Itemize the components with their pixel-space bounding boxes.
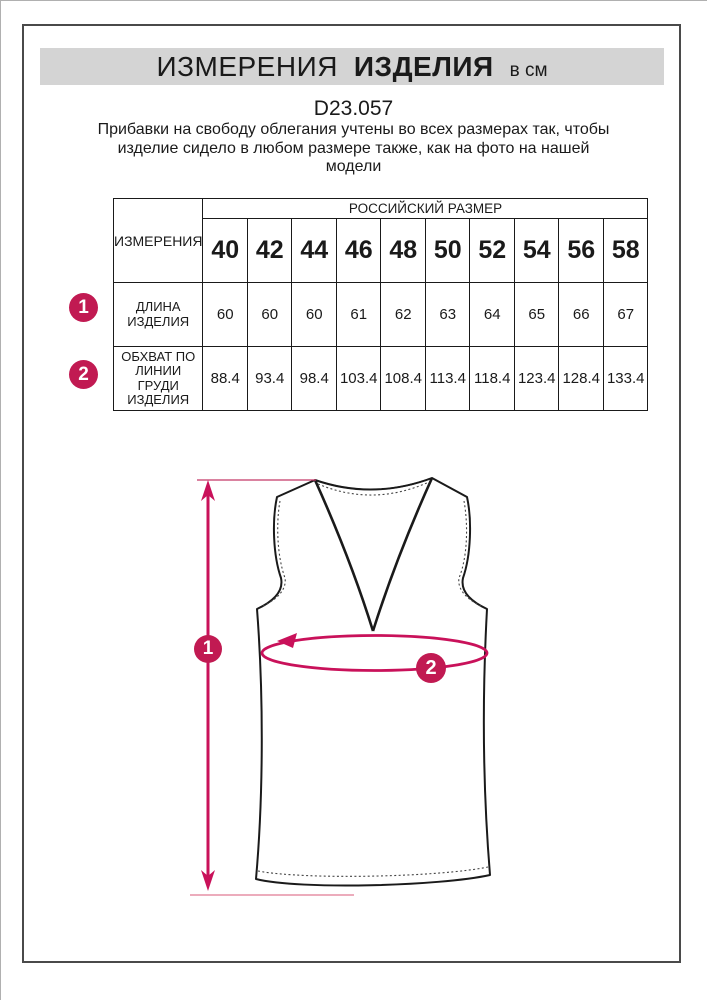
value-cell: 128.4 [559,347,604,411]
title-unit: в см [509,60,548,81]
size-cell: 44 [292,219,337,283]
row-label-line: ИЗДЕЛИЯ [127,313,190,329]
value-cell: 133.4 [603,347,648,411]
size-cell: 50 [425,219,470,283]
value-cell: 60 [292,283,337,347]
garment-outline [256,478,490,886]
row-marker-2: 2 [69,360,98,389]
value-cell: 63 [425,283,470,347]
value-cell: 66 [559,283,604,347]
size-cell: 40 [203,219,248,283]
russian-size-header-cell: РОССИЙСКИЙ РАЗМЕР [203,199,648,219]
page-title-bold: ИЗДЕЛИЯ [353,51,494,82]
row-label-line: ДЛИНА [135,299,181,314]
size-cell: 52 [470,219,515,283]
product-code: D23.057 [313,97,394,120]
row-label-line: ГРУДИ [137,377,179,393]
value-cell: 103.4 [336,347,381,411]
value-cell: 64 [470,283,515,347]
row-marker-1: 1 [69,293,98,322]
size-cell: 58 [603,219,648,283]
size-cell: 56 [559,219,604,283]
diagram-marker-chest: 2 [416,653,446,683]
value-cell: 108.4 [381,347,426,411]
value-cell: 118.4 [470,347,515,411]
description-line: изделие сидело в любом размере также, как на фото на нашей [117,139,590,157]
value-cell: 93.4 [247,347,292,411]
size-cell: 48 [381,219,426,283]
value-cell: 88.4 [203,347,248,411]
description-line: модели [325,158,382,175]
value-cell: 61 [336,283,381,347]
size-cell: 54 [514,219,559,283]
value-cell: 60 [203,283,248,347]
page-title: ИЗМЕРЕНИЯ [156,51,338,82]
diagram-marker-length: 1 [194,635,222,663]
value-cell: 60 [247,283,292,347]
row-label-line: ОБХВАТ ПО [121,348,196,364]
description-line: Прибавки на свободу облегания учтены во всех размерах так, чтобы [97,121,610,138]
value-cell: 65 [514,283,559,347]
value-cell: 62 [381,283,426,347]
size-cell: 42 [247,219,292,283]
size-cell: 46 [336,219,381,283]
value-cell: 98.4 [292,347,337,411]
value-cell: 123.4 [514,347,559,411]
measurements-header-cell: ИЗМЕРЕНИЯ [114,199,203,283]
value-cell: 67 [603,283,648,347]
value-cell: 113.4 [425,347,470,411]
row-label-line: ИЗДЕЛИЯ [127,392,190,407]
row-label-line: ЛИНИИ [135,363,182,378]
